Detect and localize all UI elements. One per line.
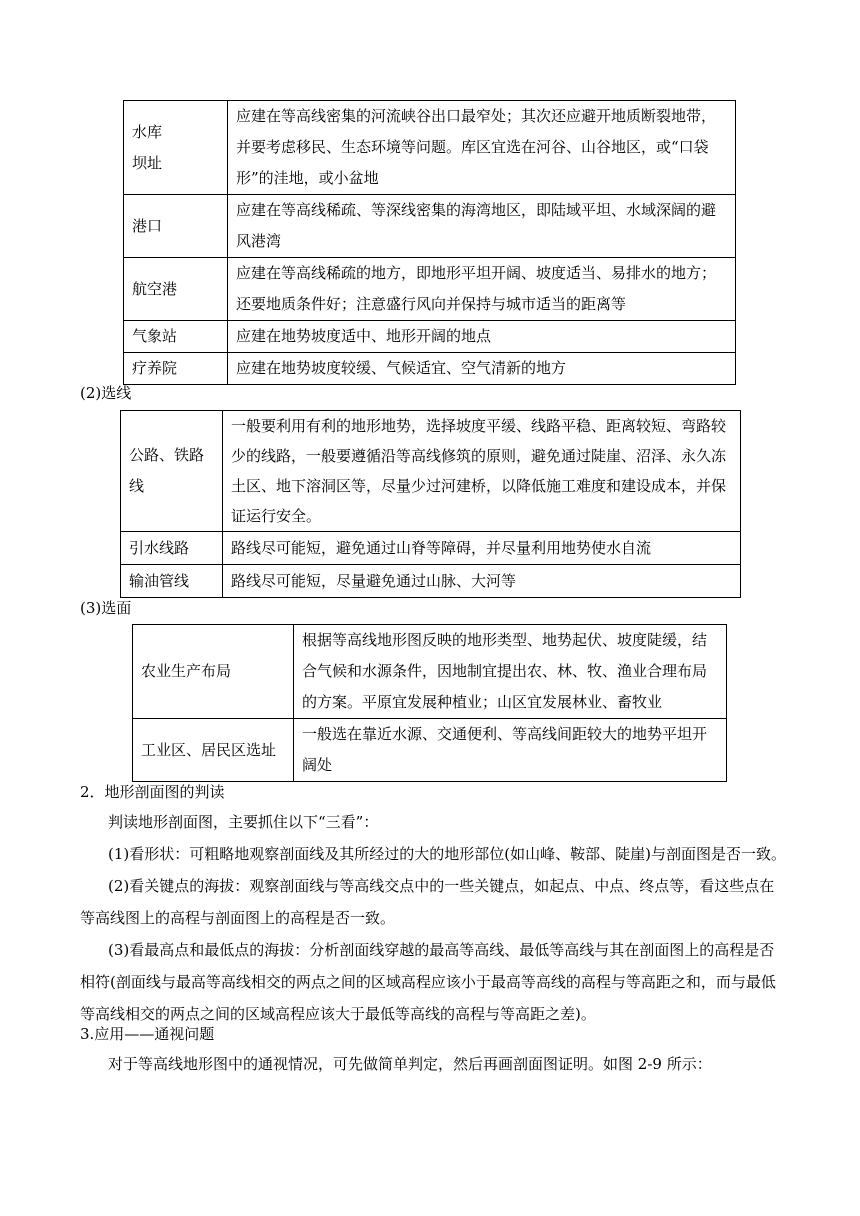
table-row — [124, 195, 736, 258]
row-label: 水库 坝址 — [124, 101, 228, 195]
row-content: 路线尽可能短，尽量避免通过山脉、大河等 — [223, 565, 741, 598]
site-selection-table — [123, 100, 736, 385]
row-label: 港口 — [124, 195, 228, 258]
row-content: 应建在地势坡度较缓、气候适宜、空气清新的地方 — [228, 353, 736, 385]
paragraph: (3)看最高点和最低点的海拔：分析剖面线穿越的最高等高线、最低等高线与其在剖面图上的高程是否相符(剖面线与最高等高线相交的两点之间的区域高程应该小于最高等高线的高程与等高距之和，而与最低等高线相交的两点之间的区域高程应该大于最低等高线的高程与等高距之差)。 — [80, 941, 776, 1023]
heading-profile-reading: 2．地形剖面图的判读 — [80, 783, 225, 801]
row-label: 疗养院 — [124, 353, 228, 385]
table-row — [121, 532, 741, 565]
area-selection-table — [132, 624, 727, 782]
row-label: 引水线路 — [121, 532, 223, 565]
row-label: 工业区、居民区选址 — [133, 719, 294, 782]
table-row — [124, 101, 736, 195]
table-row — [133, 719, 727, 782]
section-heading-area: (3)选面 — [80, 599, 132, 617]
section-heading-route: (2)选线 — [80, 384, 132, 402]
row-content: 应建在地势坡度适中、地形开阔的地点 — [228, 321, 736, 353]
paragraph: (1)看形状：可粗略地观察剖面线及其所经过的大的地形部位(如山峰、鞍部、陡崖)与剖面图是否一致。 — [108, 845, 786, 863]
heading-visibility: 3.应用——通视问题 — [80, 1025, 215, 1043]
route-selection-table — [120, 410, 741, 598]
row-content: 应建在等高线稀疏的地方，即地形平坦开阔、坡度适当、易排水的地方；还要地质条件好；注意盛行风向并保持与城市适当的距离等 — [228, 258, 736, 321]
paragraph: 对于等高线地形图中的通视情况，可先做简单判定，然后再画剖面图证明。如图 2-9 所示： — [108, 1055, 712, 1073]
row-label: 农业生产布局 — [133, 625, 294, 719]
row-content: 一般要利用有利的地形地势，选择坡度平缓、线路平稳、距离较短、弯路较少的线路，一般要遵循沿等高线修筑的原则，避免通过陡崖、沼泽、永久冻土区、地下溶洞区等，尽量少过河建桥，以降低施工难度和建设成本，并保证运行安全。 — [223, 411, 741, 532]
row-label: 气象站 — [124, 321, 228, 353]
table-row — [121, 411, 741, 532]
row-content: 应建在等高线密集的河流峡谷出口最窄处；其次还应避开地质断裂地带，并要考虑移民、生态环境等问题。库区宜选在河谷、山谷地区，或“口袋形”的洼地，或小盆地 — [228, 101, 736, 195]
table-row — [121, 565, 741, 598]
row-label: 输油管线 — [121, 565, 223, 598]
table-row — [124, 258, 736, 321]
row-label: 公路、铁路线 — [121, 411, 223, 532]
paragraph: 判读地形剖面图，主要抓住以下“三看”： — [108, 813, 379, 831]
row-content: 一般选在靠近水源、交通便利、等高线间距较大的地势平坦开阔处 — [294, 719, 727, 782]
paragraph: (2)看关键点的海拔：观察剖面线与等高线交点中的一些关键点，如起点、中点、终点等，看这些点在等高线图上的高程与剖面图上的高程是否一致。 — [80, 877, 775, 927]
row-label: 航空港 — [124, 258, 228, 321]
row-content: 根据等高线地形图反映的地形类型、地势起伏、坡度陡缓，结合气候和水源条件，因地制宜提出农、林、牧、渔业合理布局的方案。平原宜发展种植业；山区宜发展林业、畜牧业 — [294, 625, 727, 719]
table-row — [133, 625, 727, 719]
table-row — [124, 353, 736, 385]
row-content: 路线尽可能短，避免通过山脊等障碍，并尽量利用地势使水自流 — [223, 532, 741, 565]
table-row — [124, 321, 736, 353]
row-content: 应建在等高线稀疏、等深线密集的海湾地区，即陆域平坦、水域深阔的避风港湾 — [228, 195, 736, 258]
